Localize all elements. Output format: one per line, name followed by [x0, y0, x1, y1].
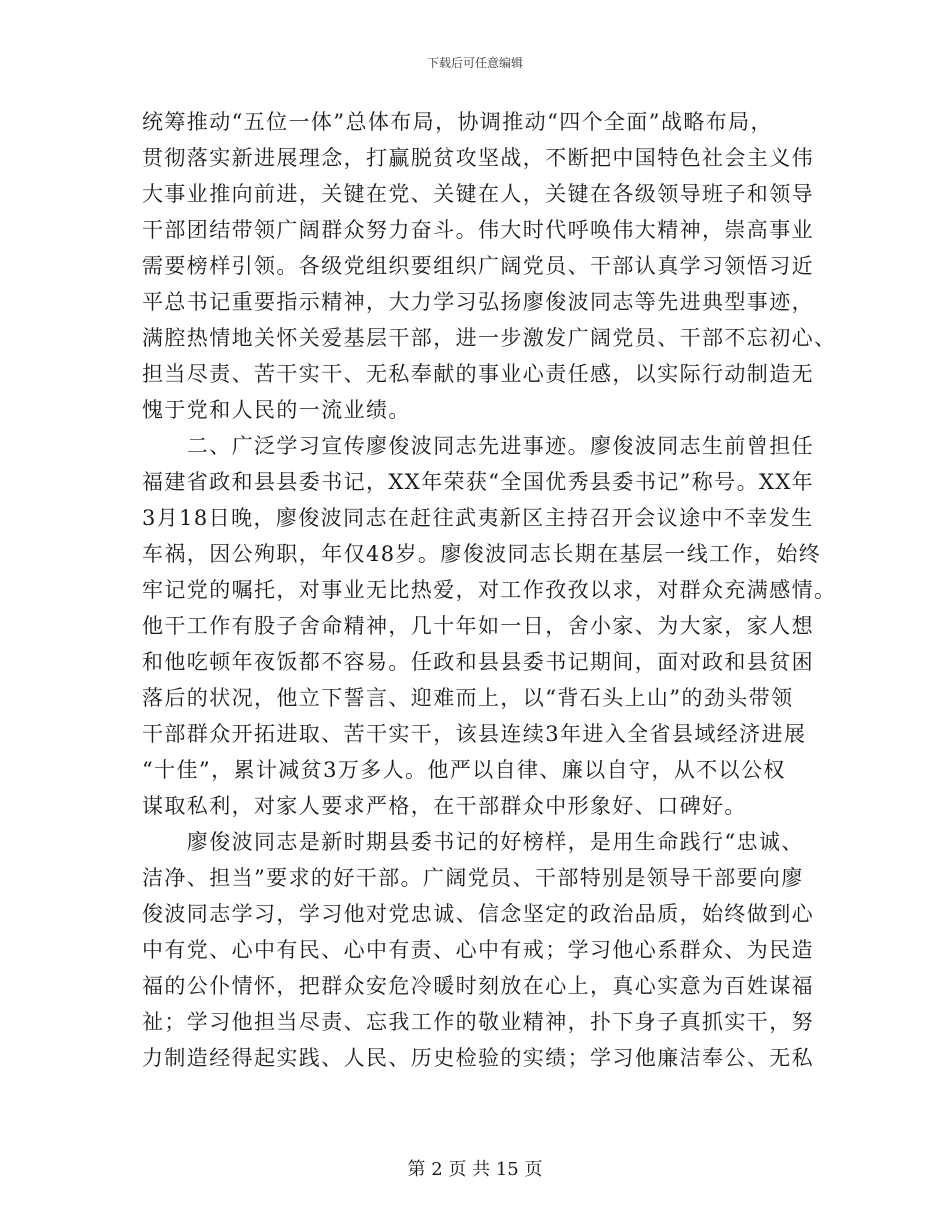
text-line: 需要榜样引领。各级党组织要组织广阔党员、干部认真学习领悟习近 [142, 254, 814, 278]
text-line: 牢记党的嘱托，对事业无比热爱，对工作孜孜以求，对群众充满感情。 [142, 578, 837, 602]
text-line: “十佳”，累计减贫3万多人。他严以自律、廉以自守，从不以公权 [142, 758, 786, 782]
text-line: 中有党、心中有民、心中有责、心中有戒；学习他心系群众、为民造 [142, 938, 814, 962]
paragraph-1 [142, 104, 837, 428]
text-line: 贯彻落实新进展理念，打赢脱贫攻坚战，不断把中国特色社会主义伟 [142, 146, 814, 170]
text-line: 大事业推向前进，关键在党、关键在人，关键在各级领导班子和领导 [142, 182, 814, 206]
text-line: 担当尽责、苦干实干、无私奉献的事业心责任感，以实际行动制造无 [142, 362, 814, 386]
text-line: 他干工作有股子舍命精神，几十年如一日，舍小家、为大家，家人想 [142, 614, 814, 638]
text-line: 福的公仆情怀，把群众安危冷暖时刻放在心上，真心实意为百姓谋福 [142, 974, 814, 998]
text-line: 和他吃顿年夜饭都不容易。任政和县县委书记期间，面对政和县贫困 [142, 650, 814, 674]
document-body [142, 104, 837, 1076]
text-line: 车祸，因公殉职，年仅48岁。廖俊波同志长期在基层一线工作，始终 [142, 542, 822, 566]
paragraph-2 [142, 428, 837, 824]
text-line: 二、广泛学习宣传廖俊波同志先进事迹。廖俊波同志生前曾担任 [142, 434, 814, 458]
text-line: 统筹推动“五位一体”总体布局，协调推动“四个全面”战略布局， [142, 110, 773, 134]
text-line: 满腔热情地关怀关爱基层干部，进一步激发广阔党员、干部不忘初心、 [142, 326, 837, 350]
text-line: 祉；学习他担当尽责、忘我工作的敬业精神，扑下身子真抓实干，努 [142, 1010, 814, 1034]
text-line: 落后的状况，他立下誓言、迎难而上，以“背石头上山”的劲头带领 [142, 686, 794, 710]
page-header: 下载后可任意编辑 [426, 56, 523, 70]
text-line: 平总书记重要指示精神，大力学习弘扬廖俊波同志等先进典型事迹， [142, 290, 814, 314]
text-line: 愧于党和人民的一流业绩。 [142, 398, 411, 422]
text-line: 洁净、担当”要求的好干部。广阔党员、干部特别是领导干部要向廖 [142, 866, 804, 890]
paragraph-3 [142, 824, 814, 1076]
text-line: 廖俊波同志是新时期县委书记的好榜样，是用生命践行“忠诚、 [142, 830, 804, 854]
text-line: 3月18日晚，廖俊波同志在赶往武夷新区主持召开会议途中不幸发生 [142, 506, 814, 530]
text-line: 俊波同志学习，学习他对党忠诚、信念坚定的政治品质，始终做到心 [142, 902, 814, 926]
text-line: 谋取私利，对家人要求严格，在干部群众中形象好、口碑好。 [142, 794, 747, 818]
text-line: 福建省政和县县委书记，XX年荣获“全国优秀县委书记”称号。XX年 [142, 470, 815, 494]
page-footer: 第 2 页 共 15 页 [407, 1159, 543, 1180]
text-line: 力制造经得起实践、人民、历史检验的实绩；学习他廉洁奉公、无私 [142, 1046, 814, 1070]
text-line: 干部群众开拓进取、苦干实干，该县连续3年进入全省县域经济进展 [142, 722, 807, 746]
text-line: 干部团结带领广阔群众努力奋斗。伟大时代呼唤伟大精神，崇高事业 [142, 218, 814, 242]
